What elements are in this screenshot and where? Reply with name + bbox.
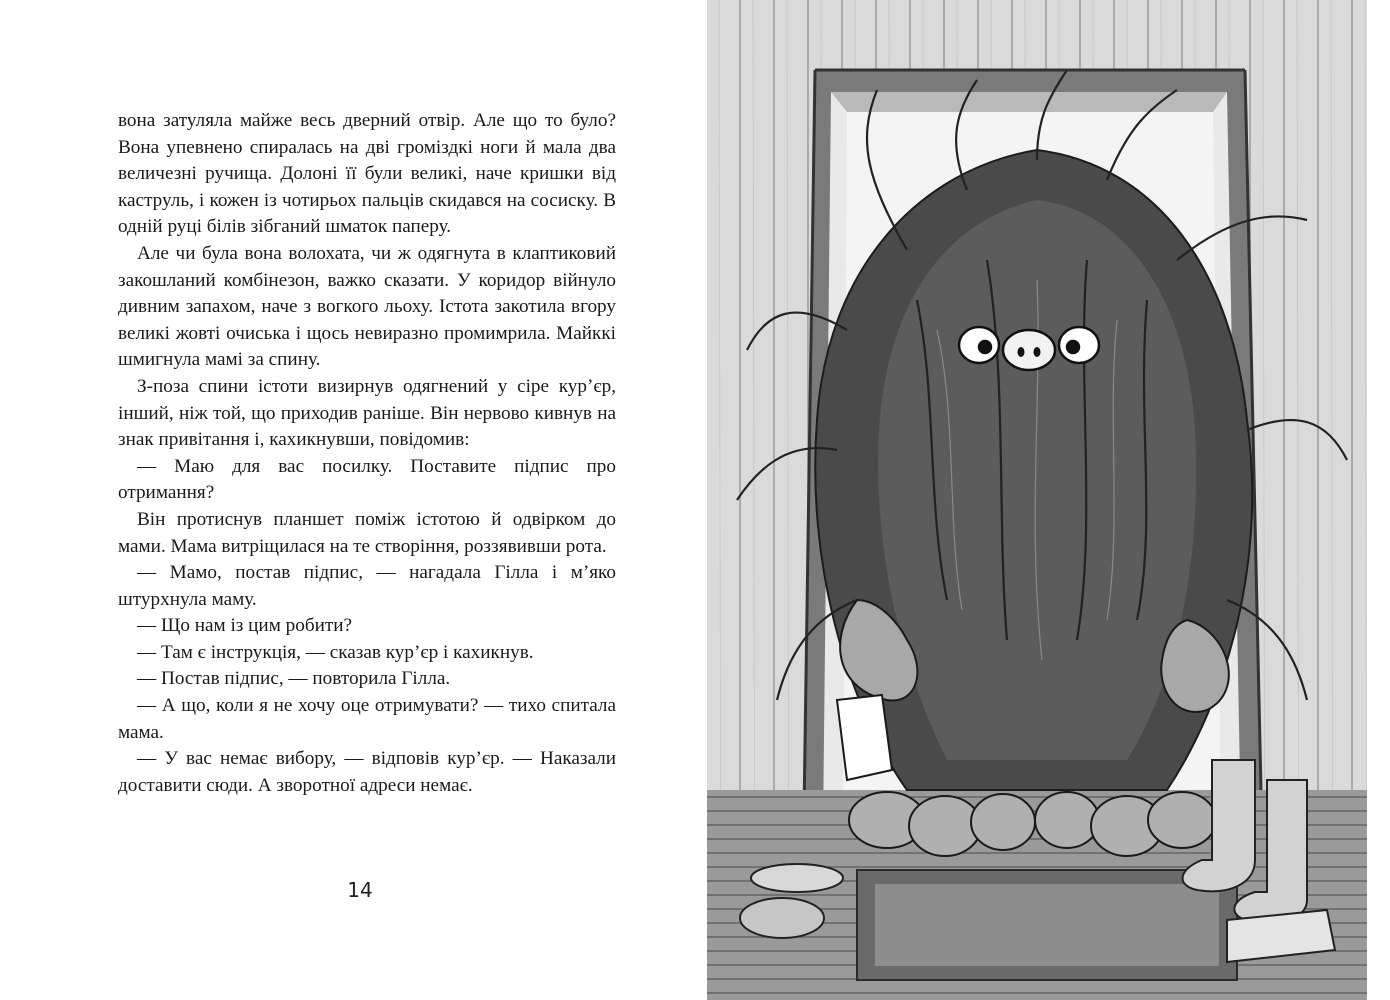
paragraph: — Постав підпис, — повторила Гілла. [137,668,451,690]
paragraph: вона затуляла майже весь дверний отвір. Але що то було? Вона упевнено спиралась на дві громіздкі ноги й мала два величезні ручища. Долоні її були великі, наче кришки від каструль, і кожен із чотирьох пальців скидався на сосиску. В одній руці білів зібганий шматок паперу. [118,110,616,238]
creature-illustration [707,0,1367,1000]
paragraph: — А що, коли я не хочу оце отримувати? — тихо спитала мама. [118,695,616,743]
story-text [118,108,616,799]
page-number: 14 [347,878,373,902]
right-page [695,0,1390,1000]
paragraph: — Що нам із цим робити? [137,615,353,637]
paragraph: — Там є інструкція, — сказав кур’єр і кахикнув. [137,641,534,663]
paragraph: — Мамо, постав підпис, — нагадала Гілла і м’яко штурхнула маму. [118,562,616,610]
paragraph: З-поза спини істоти визирнув одягнений у сіре кур’єр, інший, ніж той, що приходив раніше. Він нервово кивнув на знак привітання і, кахикнувши, повідомив: [118,375,616,451]
paragraph: — Маю для вас посилку. Поставите підпис про отримання? [118,455,616,504]
paragraph: Але чи була вона волохата, чи ж одягнута в клаптиковий закошланий комбінезон, важко сказати. У коридор війнуло дивним запахом, наче з вогкого льоху. Істота закотила вгору великі жовті очиська і щось невиразно промимрила. Майккі шмигнула мамі за спину. [118,242,616,371]
paragraph: — У вас немає вибору, — відповів кур’єр. — Наказали доставити сюди. А зворотної адреси немає. [118,748,616,796]
crumpled-paper [837,695,892,780]
paragraph: Він протиснув планшет поміж істотою й одвірком до мами. Мама витріщилася на те створіння, роззявивши рота. [118,508,616,557]
creature-face [959,327,1099,370]
